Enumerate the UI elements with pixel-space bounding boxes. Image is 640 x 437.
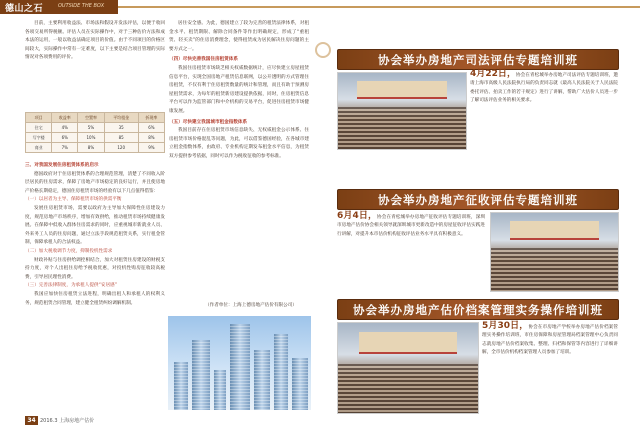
- paragraph: 居住安全感。为此，德国建立了较为完善的租赁法律体系，对租金水平、租赁期限、解除合同条件等作出明确规定，形成了“重租赁、轻买卖”的住房消费理念，使得租赁成为居民解决住房问题的主要方式之一。: [169, 21, 309, 52]
- paragraph: 德国政府对于住房租赁体系的合理规范管理，清楚了不同收入阶层居民的住房需求，保障了房地产市场稳定的良好运行，并且使房地产价格长期稳定，德国住房租赁市场的经验有以下几点值得借鉴：: [25, 171, 165, 194]
- building-shape: [174, 362, 188, 410]
- news-text-expropriation: [337, 212, 485, 239]
- paragraph: 我国目前存在住房租赁市场信息缺失、无权威租金公示体系、住房租赁市场价格混乱等问题，为此，可以借鉴德国经验，在各城市建立租金指数体系，由政府、专业机构定期发布租金水平信息，为租赁双方提供参考依据，同时可以作为税收征收的参考标准。: [169, 128, 309, 159]
- news-banner-judicial: [337, 49, 619, 70]
- table-cell: 85: [104, 133, 138, 143]
- table-cell: 8%: [138, 133, 164, 143]
- paragraph: 我国住房租赁市场缺乏相关权威数据统计，应尽快建立房屋租赁信息平台，实现全国房地产租赁信息联网，以公开透明的方式管理住房租赁，不仅有利于住房租赁数量的统计和管理，而且有助于预测房屋租赁需求，为每年的租赁新房建设提供依据，同时，住房租赁信息平台可以作为监管部门和中介机构的交易平台，促进住房租赁市场健康发展。: [169, 65, 309, 114]
- section-header-tab: [0, 0, 118, 14]
- table-header-cell: 折现率: [138, 113, 164, 123]
- buildings-photo: [168, 316, 311, 410]
- data-table: [25, 112, 165, 153]
- table-header-row: [26, 113, 165, 123]
- section-heading: 三、对我国发展住房租赁体系的启示: [25, 163, 99, 168]
- table-cell: 7%: [52, 143, 78, 153]
- table-header-cell: 收益率: [52, 113, 78, 123]
- table-cell: 6%: [138, 123, 164, 133]
- table-cell: 6%: [52, 133, 78, 143]
- news-body: 协会在青松城举办房地产征收评估专题培训班，深圳市房地产估价协会相关领导就深圳城市更新改造中的房屋征收评估实践进行讲解，对提升本市估价机构征收评估业务水平具有积极意义。: [337, 215, 485, 237]
- middle-column: [169, 20, 309, 162]
- news-banner-archive: [337, 299, 619, 320]
- left-column-top: [25, 20, 165, 63]
- news-date: 6月4日，: [337, 211, 378, 221]
- table-cell: 5%: [78, 123, 104, 133]
- news-date: 4月22日，: [470, 69, 517, 79]
- stage-shape: [359, 332, 457, 354]
- table-row: [26, 133, 165, 143]
- decorative-circle: [315, 42, 331, 58]
- table-row: [26, 143, 165, 153]
- section-title: 德山之石: [5, 4, 44, 14]
- table-cell: 35: [104, 123, 138, 133]
- audience-shape: [338, 364, 478, 414]
- author-attribution: （作者单位：上海上德房地产估价有限公司）: [205, 303, 297, 308]
- news-text-judicial: [470, 70, 618, 106]
- stage-shape: [357, 81, 447, 100]
- news-date: 5月30日，: [482, 321, 529, 331]
- subheading: （一）以居者为主导、保障租赁市场的供需平衡: [25, 197, 122, 203]
- table-cell: 8%: [78, 143, 104, 153]
- page-number: 34: [25, 416, 38, 425]
- audience-shape: [491, 248, 618, 291]
- stage-shape: [510, 221, 599, 240]
- banner-title: 协会举办房地产征收评估专题培训班: [378, 193, 578, 207]
- section-heading: （四）尽快完善我国住房租赁体系: [169, 57, 238, 63]
- table-cell: 商业: [26, 143, 52, 153]
- news-text-archive: [482, 322, 618, 358]
- training-photo-archive: [337, 322, 479, 414]
- building-shape: [254, 350, 270, 410]
- subheading: （二）加大税收调节力度，抑制投机性需求: [25, 248, 113, 254]
- building-shape: [192, 340, 210, 410]
- news-body: 协会在青松城举办房地产司法评估专题培训班，邀请上海市高级人民法院执行局的负责同志就《最高人民法院关于人民法院委托评估、拍卖工作的若干规定》进行了讲解，帮助广大估价人员进一步了解司法评估业务的相关要求。: [470, 73, 618, 104]
- news-body: 协会在市房地产学校举办房地产估价档案管理实务操作培训班，市住房保障和房屋管理局档案管理中心负责同志就房地产估价档案收集、整理、归档和保管等内容进行了详细讲解，全市估价机构档案管理人员参加了培训。: [482, 325, 618, 356]
- building-shape: [214, 370, 226, 410]
- training-photo-expropriation: [490, 212, 619, 292]
- header-rule: [118, 6, 640, 8]
- building-shape: [230, 324, 250, 410]
- table-cell: 120: [104, 143, 138, 153]
- table-header-cell: 项目: [26, 113, 52, 123]
- audience-shape: [338, 107, 466, 149]
- banner-title: 协会举办房地产司法评估专题培训班: [378, 53, 578, 67]
- table-cell: 住宅: [26, 123, 52, 133]
- table-header-cell: 平均租金: [104, 113, 138, 123]
- paragraph: 发展住房租赁市场，需要以政府为主导加大保障性住房建设力度，规范房地产市场秩序，增加有效供给，推动租赁市场持续健康发展。在保障中低收入群体住房需求的同时，应重视城市新就业人员、外来务工人员的住房问题，通过立法手段规范租赁关系，实行租金管制，保障承租人的合法权益。: [25, 205, 165, 246]
- table-cell: 写字楼: [26, 133, 52, 143]
- section-header: [0, 0, 640, 14]
- left-column-bottom: [25, 160, 165, 308]
- building-shape: [274, 334, 288, 410]
- banner-title: 协会举办房地产估价档案管理实务操作培训班: [353, 303, 603, 317]
- table-row: [26, 123, 165, 133]
- training-photo-judicial: [337, 72, 467, 150]
- paragraph: 我国应加快住房租赁立法进程，明确出租人和承租人的权利义务，规范租赁合同管理，建立健全租赁纠纷调解机制。: [25, 291, 165, 306]
- table-cell: 10%: [78, 133, 104, 143]
- section-subtitle: OUTSIDE THE BOX: [58, 3, 105, 9]
- subheading: （三）完善法律制度，为承租人提供“安居感”: [25, 283, 118, 289]
- news-banner-expropriation: [337, 189, 619, 210]
- table-cell: 4%: [52, 123, 78, 133]
- paragraph: 财政补贴与住房供给调控相结合，加大对租赁住房建设的财税支持力度，对个人出租住房给予税收优惠，对投机性购房征收较高税费，引导居民理性消费。: [25, 257, 165, 280]
- table-cell: 9%: [138, 143, 164, 153]
- magazine-footer: 2016.3 上海房地产估价: [40, 418, 95, 424]
- table-header-cell: 空置率: [78, 113, 104, 123]
- section-heading: （五）尽快建立我国城市租金指数体系: [169, 119, 248, 125]
- paragraph: 目前，主要利用收益法、市场法和假设开发法评估，以便于收回各项交易所得税额。评估人员在实际操作中，对于三种估价方法和成本法的运用，一般以收益法确定项目的价值。由于不同项目的价格区间较大，实际操作中常有一定难度，以下主要是结合项目管理的实际情况对各项费用的评价。: [25, 21, 165, 61]
- building-shape: [292, 358, 308, 410]
